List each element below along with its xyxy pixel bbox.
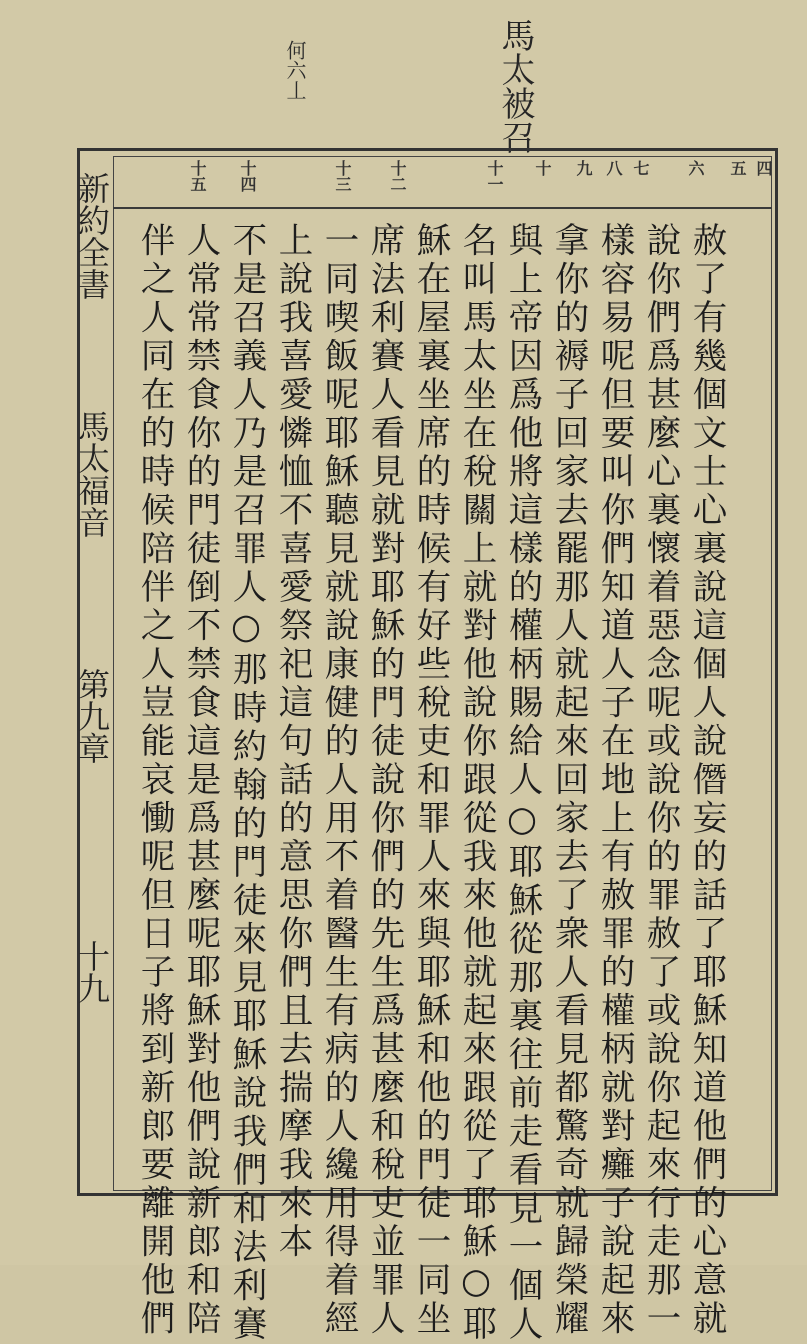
verse-number: 五 <box>728 160 747 176</box>
verse-number: 十二 <box>388 160 407 192</box>
verse-number: 十五 <box>188 160 207 192</box>
verse-number: 四 <box>754 160 773 176</box>
text-column: 與上帝因爲他將這樣的權柄賜給人○耶穌從那裏往前走看見一個人 <box>502 222 542 1344</box>
verse-number: 十 <box>533 160 552 176</box>
margin-heading: 馬太被召 <box>495 18 535 154</box>
page-number: 十九 <box>73 940 111 1004</box>
text-column: 說你們爲甚麼心裏懷着惡念呢或說你的罪赦了或說你起來行走那一 <box>640 222 680 1339</box>
verse-number: 九 <box>574 160 593 176</box>
text-column: 拿你的褥子回家去罷那人就起來回家去了衆人看見都驚奇就歸榮耀 <box>548 222 588 1339</box>
text-column: 樣容易呢但要叫你們知道人子在地上有赦罪的權柄就對癱子說起來 <box>594 222 634 1339</box>
text-column: 赦了有幾個文士心裏說這個人說僭妄的話了耶穌知道他們的心意就 <box>686 222 726 1339</box>
text-column: 不是召義人乃是召罪人○那時約翰的門徒來見耶穌說我們和法利賽 <box>226 222 266 1344</box>
verse-number: 十一 <box>485 160 504 192</box>
chapter-title: 第九章 <box>73 668 111 764</box>
text-column: 伴之人同在的時候陪伴之人豈能哀慟呢但日子將到新郎要離開他們 <box>134 222 174 1339</box>
header-separator <box>113 207 772 209</box>
text-column: 穌在屋裏坐席的時候有好些稅吏和罪人來與耶穌和他的門徒一同坐 <box>410 222 450 1339</box>
cross-reference: 何六丄 <box>283 40 307 100</box>
text-column: 名叫馬太坐在稅關上就對他說你跟從我來他就起來跟從了耶穌○耶 <box>456 222 496 1344</box>
verse-number: 八 <box>604 160 623 176</box>
text-column: 一同喫飯呢耶穌聽見就說康健的人用不着醫生有病的人纔用得着經 <box>318 222 358 1339</box>
text-column: 上說我喜愛憐恤不喜愛祭祀這句話的意思你們且去揣摩我來本 <box>272 222 312 1262</box>
text-column: 席法利賽人看見就對耶穌的門徒說你們的先生爲甚麼和稅吏並罪人 <box>364 222 404 1339</box>
gospel-title: 馬太福音 <box>73 410 111 538</box>
verse-number: 十三 <box>333 160 352 192</box>
verse-number: 十四 <box>238 160 257 192</box>
verse-number: 六 <box>686 160 705 176</box>
text-column: 人常常禁食你的門徒倒不禁食這是爲甚麼呢耶穌對他們說新郎和陪 <box>180 222 220 1339</box>
book-title: 新約全書 <box>73 172 111 300</box>
verse-number: 七 <box>631 160 650 176</box>
